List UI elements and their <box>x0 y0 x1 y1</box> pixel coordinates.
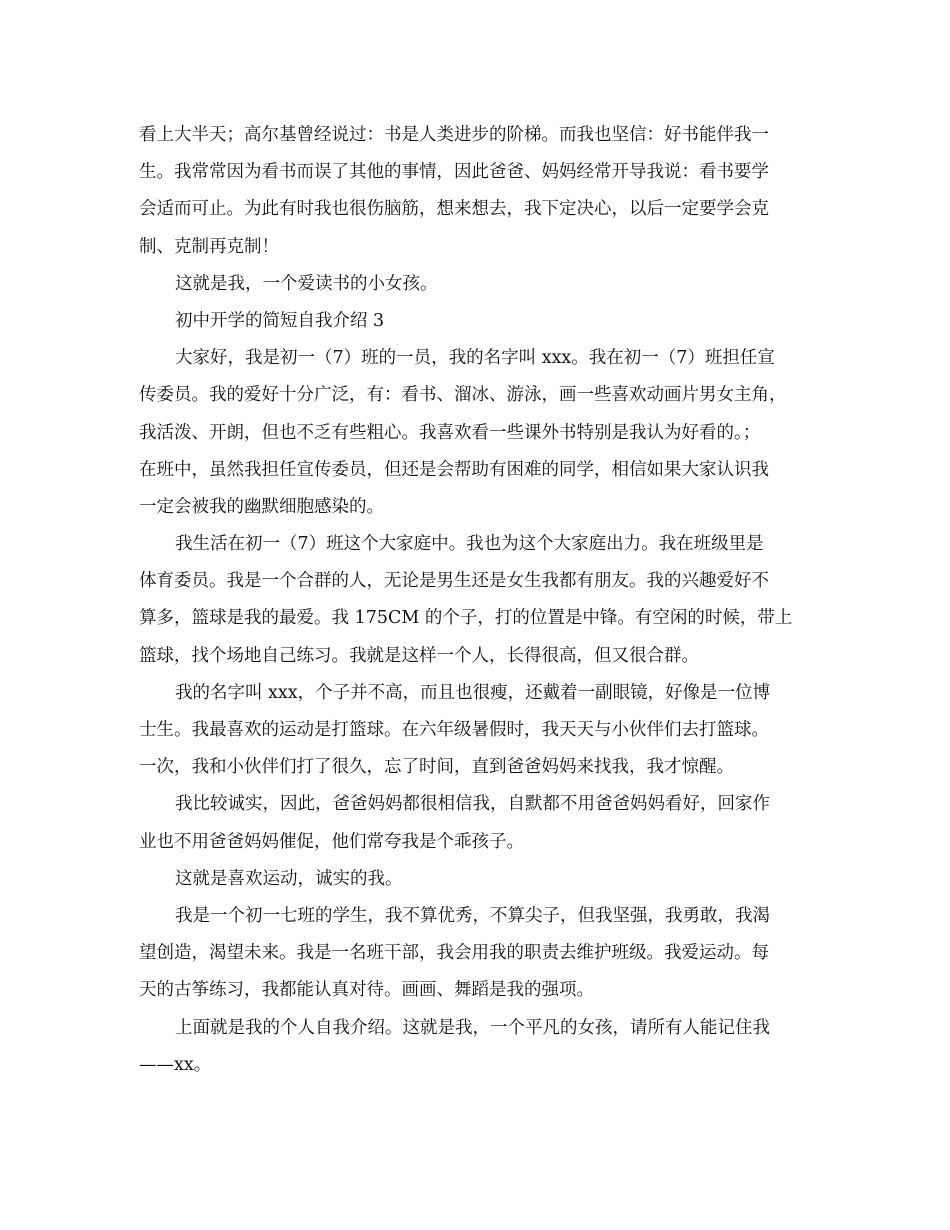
text-line: 初中开学的简短自我介绍 3 <box>175 310 385 331</box>
text-line: 生。我常常因为看书而误了其他的事情，因此爸爸、妈妈经常开导我说：看书要学 <box>139 162 769 183</box>
text-line: 我是一个初一七班的学生，我不算优秀，不算尖子，但我坚强，我勇敢，我渴 <box>175 905 770 926</box>
text-line: 篮球，找个场地自己练习。我就是这样一个人，长得很高，但又很合群。 <box>139 645 699 666</box>
text-line: 这就是我，一个爱读书的小女孩。 <box>175 273 438 294</box>
text-line: 我比较诚实，因此，爸爸妈妈都很相信我，自默都不用爸爸妈妈看好，回家作 <box>175 794 770 815</box>
text-line: 传委员。我的爱好十分广泛，有：看书、溜冰、游泳，画一些喜欢动画片男女主角， <box>139 385 787 406</box>
text-line: 上面就是我的个人自我介绍。这就是我，一个平凡的女孩，请所有人能记住我 <box>175 1017 770 1038</box>
text-line: 业也不用爸爸妈妈催促，他们常夸我是个乖孩子。 <box>139 831 524 852</box>
text-line: 一定会被我的幽默细胞感染的。 <box>139 496 384 517</box>
text-line: 算多，篮球是我的最爱。我 175CM 的个子，打的位置是中锋。有空闲的时候，带上 <box>139 608 793 629</box>
text-line: 一次，我和小伙伴们打了很久，忘了时间，直到爸爸妈妈来找我，我才惊醒。 <box>139 757 734 778</box>
document-body <box>139 117 814 1084</box>
text-line: 制、克制再克制！ <box>139 236 279 257</box>
text-line: ——xx。 <box>139 1054 212 1075</box>
text-line: 天的古筝练习，我都能认真对待。画画、舞蹈是我的强项。 <box>139 980 594 1001</box>
text-line: 这就是喜欢运动，诚实的我。 <box>175 868 403 889</box>
text-line: 我的名字叫 xxx，个子并不高，而且也很瘦，还戴着一副眼镜，好像是一位博 <box>175 682 771 703</box>
text-line: 士生。我最喜欢的运动是打篮球。在六年级暑假时，我天天与小伙伴们去打篮球。 <box>139 720 769 740</box>
text-line: 会适而可止。为此有时我也很伤脑筋，想来想去，我下定决心，以后一定要学会克 <box>139 199 769 220</box>
text-line: 大家好，我是初一（7）班的一员，我的名字叫 xxx。我在初一（7）班担任宣 <box>175 348 775 369</box>
text-line: 在班中，虽然我担任宣传委员，但还是会帮助有困难的同学，相信如果大家认识我 <box>139 459 769 480</box>
text-line: 我生活在初一（7）班这个大家庭中。我也为这个大家庭出力。我在班级里是 <box>175 534 764 555</box>
text-line: 看上大半天；高尔基曾经说过：书是人类进步的阶梯。而我也坚信：好书能伴我一 <box>139 125 769 145</box>
text-line: 我活泼、开朗，但也不乏有些粗心。我喜欢看一些课外书特别是我认为好看的。； <box>139 422 761 443</box>
text-line: 望创造，渴望未来。我是一名班干部，我会用我的职责去维护班级。我爱运动。每 <box>139 943 769 964</box>
text-line: 体育委员。我是一个合群的人，无论是男生还是女生我都有朋友。我的兴趣爱好不 <box>139 571 769 592</box>
